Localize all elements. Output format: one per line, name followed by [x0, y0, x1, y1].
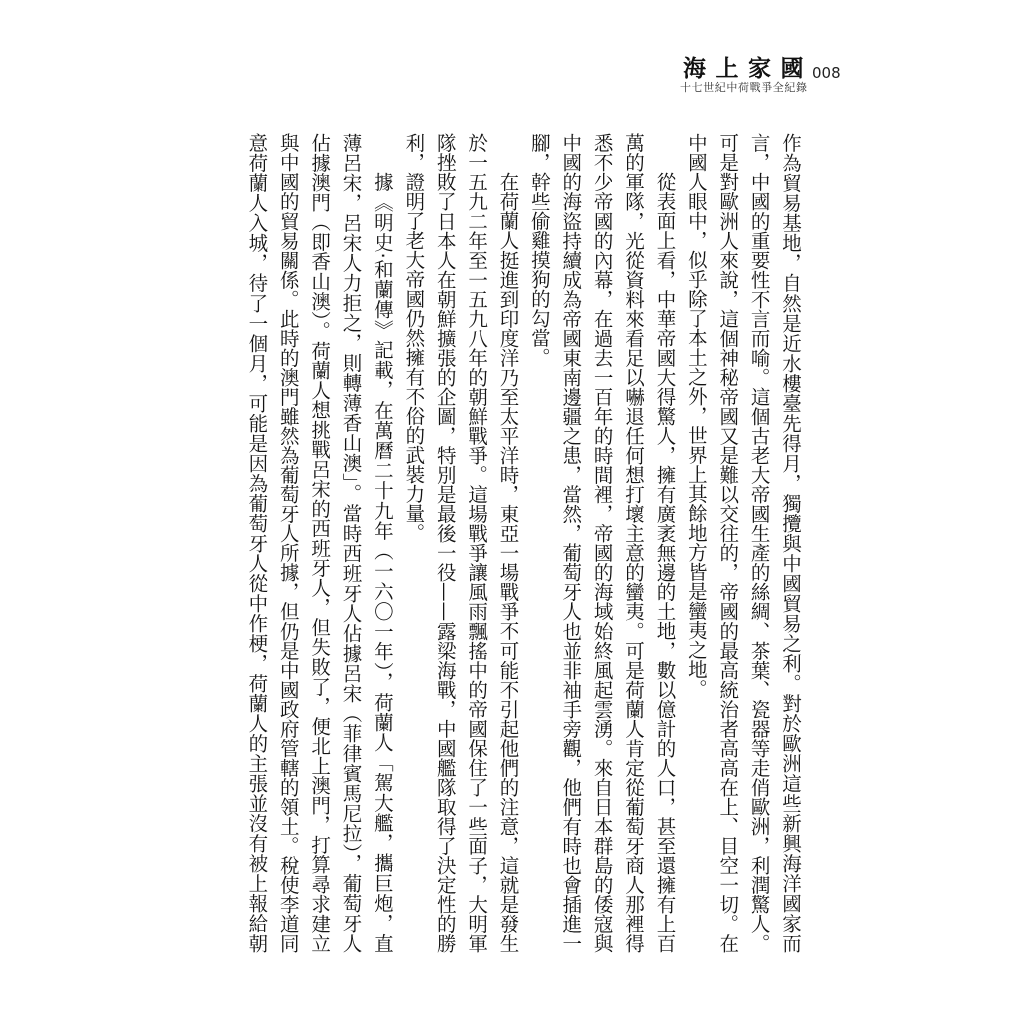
book-subtitle: 十七世紀中荷戰爭全紀錄: [680, 81, 808, 94]
text-column: 可是對歐洲人來說，這個神秘帝國又是難以交往的，帝國的最高統治者高高在上、目空一切。在: [716, 133, 740, 954]
body-text: [241, 133, 806, 953]
text-column: 利，證明了老大帝國仍然擁有不俗的武裝力量。: [402, 133, 426, 543]
text-column: 據《明史‧和蘭傳》記載，在萬曆二十九年（一六〇一年），荷蘭人「駕大艦，攜巨炮，直: [370, 172, 394, 954]
book-title: 海上家國: [683, 55, 813, 82]
text-column: 於一五九二年至一五九八年的朝鮮戰爭。這場戰爭讓風雨飄搖中的帝國保住了一些面子，大明軍: [465, 133, 489, 954]
page-number: 008: [812, 64, 841, 82]
text-column: 隊挫敗了日本人在朝鮮擴張的企圖，特別是最後一役——露梁海戰，中國艦隊取得了決定性的勝: [433, 133, 457, 954]
text-column: 佔據澳門（即香山澳）。荷蘭人想挑戰呂宋的西班牙人，但失敗了，便北上澳門，打算尋求建立: [308, 133, 332, 954]
text-column: 腳，幹些偷雞摸狗的勾當。: [527, 133, 551, 367]
text-column: 中國人眼中，似乎除了本土之外，世界上其餘地方皆是蠻夷之地。: [684, 133, 708, 699]
text-column: 中國的海盜持續成為帝國東南邊疆之患，當然，葡萄牙人也並非袖手旁觀，他們有時也會插進一: [559, 133, 583, 954]
paragraph: [398, 133, 524, 953]
paragraph: [523, 133, 680, 953]
text-column: 萬的軍隊，光從資料來看足以嚇退任何想打壞主意的蠻夷。可是荷蘭人肯定從葡萄牙商人那裡得: [622, 133, 646, 954]
text-column: 從表面上看，中華帝國大得驚人，擁有廣袤無邊的土地，數以億計的人口，甚至還擁有上百: [653, 172, 677, 954]
text-column: 意荷蘭人入城，待了一個月，可能是因為葡萄牙人從中作梗，荷蘭人的主張並沒有被上報給朝: [245, 133, 269, 954]
paragraph: [680, 133, 806, 953]
text-column: 言，中國的重要性不言而喻。這個古老大帝國生產的絲綢、茶葉、瓷器等走俏歐洲，利潤驚人。: [747, 133, 771, 954]
running-header: [0, 0, 1024, 100]
text-column: 在荷蘭人挺進到印度洋乃至太平洋時，東亞一場戰爭不可能不引起他們的注意，這就是發生: [496, 172, 520, 954]
text-column: 悉不少帝國的內幕，在過去一百年的時間裡，帝國的海域始終風起雲湧。來自日本群島的倭寇與: [590, 133, 614, 954]
text-column: 與中國的貿易關係。此時的澳門雖然為葡萄牙人所據，但仍是中國政府管轄的領土。稅使李道同: [276, 133, 300, 954]
text-column: 薄呂宋，呂宋人力拒之，則轉薄香山澳」。當時西班牙人佔據呂宋（菲律賓馬尼拉），葡萄牙人: [339, 133, 363, 954]
text-column: 作為貿易基地，自然是近水樓臺先得月，獨攬與中國貿易之利。對於歐洲這些新興海洋國家而: [779, 133, 802, 954]
paragraph: [241, 133, 398, 953]
